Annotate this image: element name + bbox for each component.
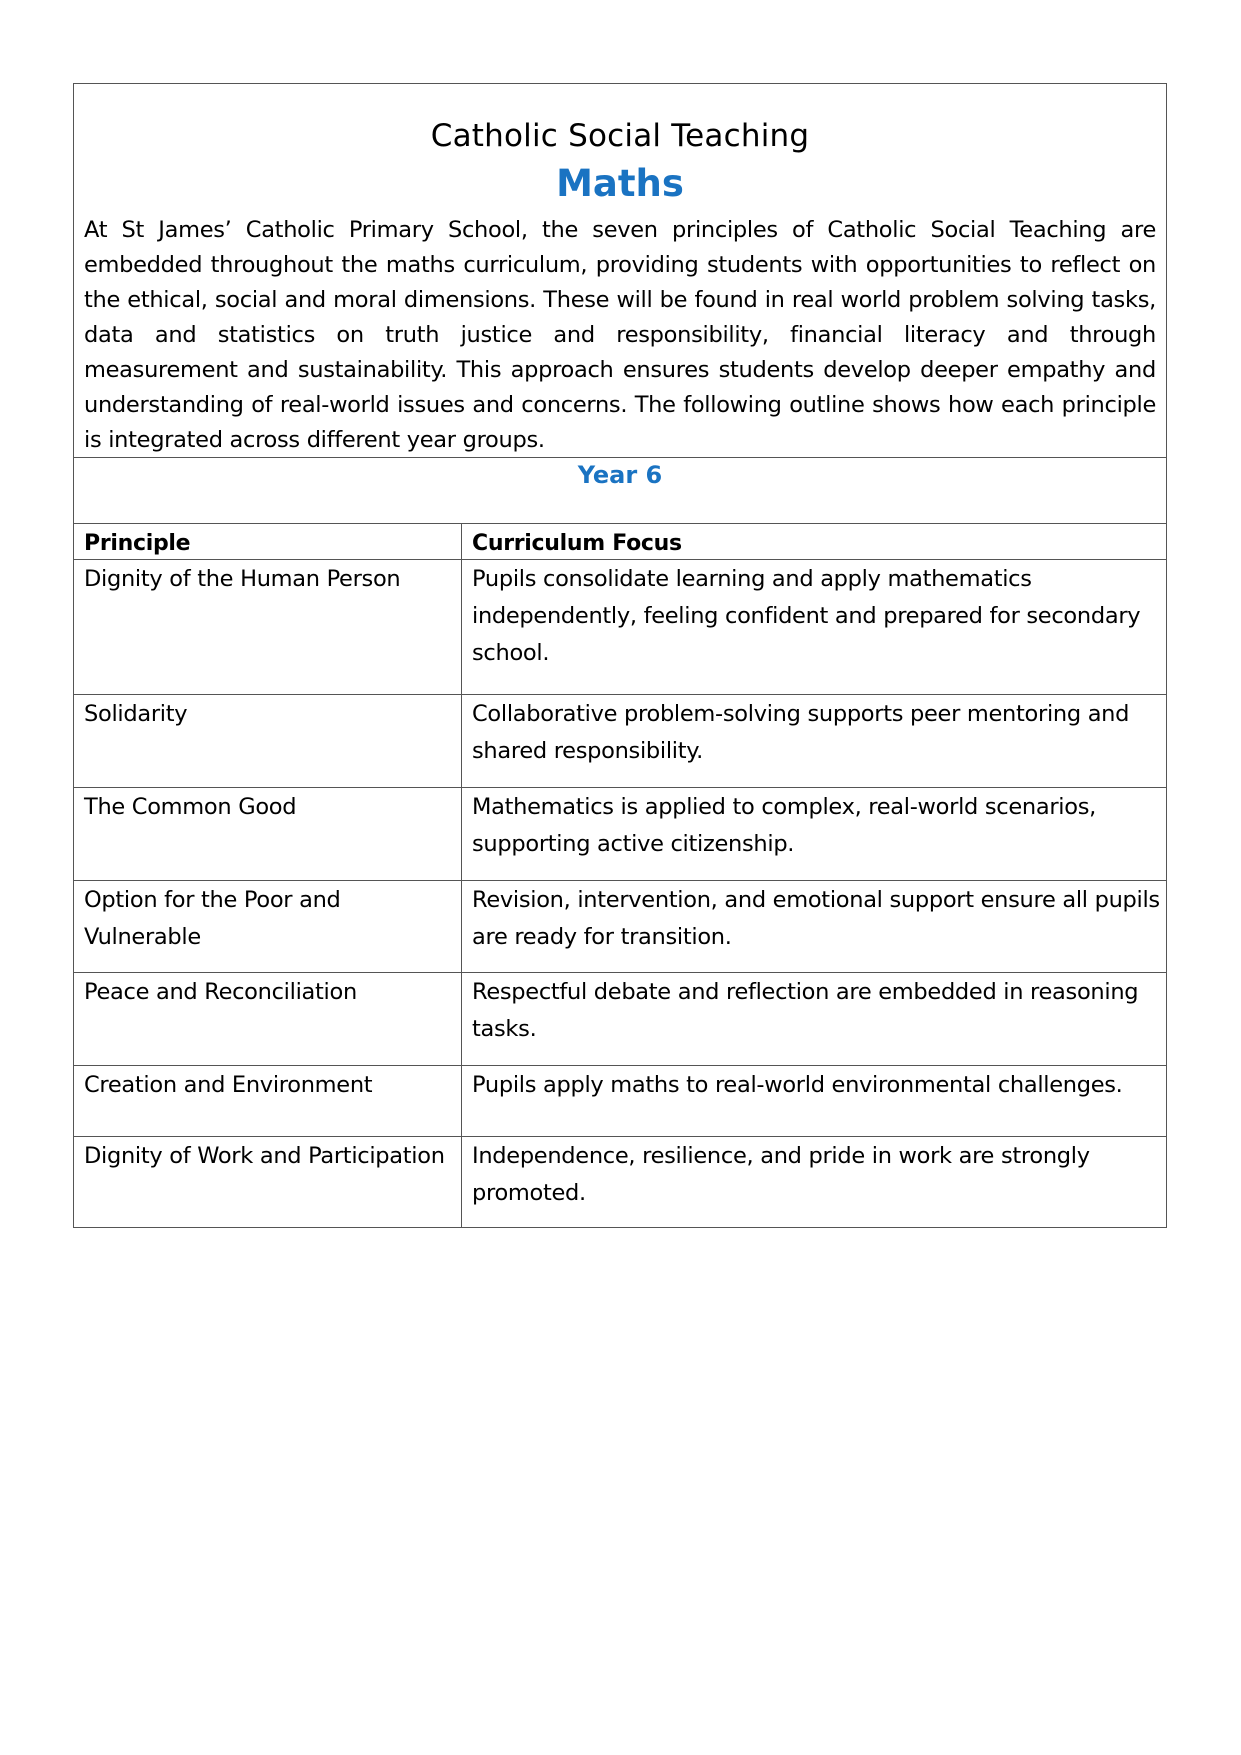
row-divider [73, 1136, 1167, 1137]
table-top-border [73, 523, 1167, 524]
table-row-focus: Independence, resilience, and pride in work are strongly promoted. [472, 1143, 1090, 1206]
table-row-focus: Pupils apply maths to real-world environmental challenges. [472, 1072, 1123, 1098]
row-divider [73, 1065, 1167, 1066]
table-row-principle: Creation and Environment [84, 1072, 373, 1098]
table-row-focus: Respectful debate and reflection are embedded in reasoning tasks. [472, 979, 1139, 1042]
row-divider [73, 972, 1167, 973]
row-divider [73, 880, 1167, 881]
column-header-curriculum-focus: Curriculum Focus [472, 531, 682, 556]
divider [73, 457, 1167, 458]
subject-heading: Maths [556, 162, 684, 205]
table-row-principle: Solidarity [84, 701, 188, 727]
page-title: Catholic Social Teaching [430, 118, 810, 154]
table-row-principle: Dignity of Work and Participation [84, 1143, 445, 1169]
table-row-principle: Peace and Reconciliation [84, 979, 357, 1005]
table-row-principle: Option for the Poor and Vulnerable [84, 887, 341, 950]
intro-paragraph: At St James’ Catholic Primary School, the seven principles of Catholic Social Teaching are embedded throughout the maths curriculum, providing students with opportunities to reflect on the ethical, social and moral dimensions. These will be found in real world problem solving tasks, data and statistics on truth justice and responsibility, financial literacy and through measurement and sustainability. This approach ensures students develop deeper empathy and understanding of real-world issues and concerns. The following outline shows how each principle is integrated across different year groups. [84, 217, 1156, 453]
year-heading: Year 6 [577, 461, 663, 489]
table-row-focus: Pupils consolidate learning and apply mathematics independently, feeling confident and prepared for secondary school. [472, 566, 1141, 666]
table-row-focus: Mathematics is applied to complex, real-world scenarios, supporting active citizenship. [472, 794, 1096, 857]
table-row-principle: The Common Good [84, 794, 297, 820]
table-row-focus: Revision, intervention, and emotional support ensure all pupils are ready for transition. [472, 887, 1160, 950]
column-divider [461, 523, 462, 1228]
table-row-principle: Dignity of the Human Person [84, 566, 401, 592]
table-row-focus: Collaborative problem-solving supports peer mentoring and shared responsibility. [472, 701, 1130, 764]
column-header-principle: Principle [84, 531, 191, 556]
row-divider [73, 787, 1167, 788]
row-divider [73, 694, 1167, 695]
